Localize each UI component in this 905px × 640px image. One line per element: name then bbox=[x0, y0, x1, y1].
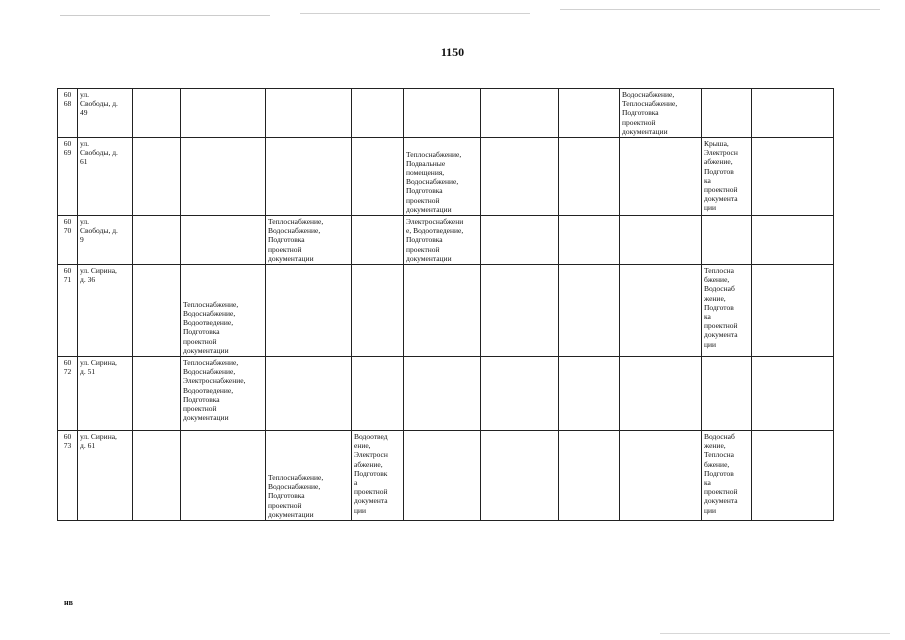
address-cell: ул. Сирина, д. 36 bbox=[78, 265, 133, 357]
work-cell bbox=[620, 431, 702, 521]
row-number: 60 71 bbox=[58, 265, 78, 357]
work-cell bbox=[181, 216, 266, 265]
row-number: 60 69 bbox=[58, 138, 78, 216]
work-cell: Водоснабжение, Теплоснабжение, Подготовка проектной документации bbox=[620, 89, 702, 138]
work-cell bbox=[133, 265, 181, 357]
work-cell bbox=[352, 357, 404, 431]
footer-mark: нв bbox=[64, 598, 73, 607]
work-cell: Теплоснабжение, Водоснабжение, Подготовка проектной документации bbox=[266, 431, 352, 521]
work-cell bbox=[133, 89, 181, 138]
work-cell bbox=[559, 138, 620, 216]
work-cell bbox=[752, 265, 834, 357]
work-cell bbox=[352, 138, 404, 216]
work-cell bbox=[404, 431, 481, 521]
work-cell bbox=[702, 357, 752, 431]
work-cell bbox=[181, 431, 266, 521]
scan-artifact-top-2 bbox=[300, 13, 530, 14]
work-cell bbox=[481, 216, 559, 265]
scan-artifact-bottom bbox=[660, 633, 890, 634]
work-cell: Водоотвед ение, Электросн абжение, Подготовк а проектной документа ции bbox=[352, 431, 404, 521]
work-cell bbox=[404, 357, 481, 431]
work-cell bbox=[404, 89, 481, 138]
work-cell bbox=[752, 138, 834, 216]
work-cell bbox=[481, 89, 559, 138]
work-cell: Теплоснабжение, Водоснабжение, Электроснабжение, Водоотведение, Подготовка проектной документации bbox=[181, 357, 266, 431]
work-cell bbox=[702, 216, 752, 265]
row-number: 60 68 bbox=[58, 89, 78, 138]
work-cell bbox=[481, 357, 559, 431]
work-cell bbox=[620, 216, 702, 265]
work-cell bbox=[181, 138, 266, 216]
row-number: 60 72 bbox=[58, 357, 78, 431]
work-cell bbox=[181, 89, 266, 138]
work-cell: Теплоснабжение, Водоснабжение, Водоотведение, Подготовка проектной документации bbox=[181, 265, 266, 357]
work-cell bbox=[133, 138, 181, 216]
work-cell: Теплосна бжение, Водоснаб жение, Подготов ка проектной документа ции bbox=[702, 265, 752, 357]
work-cell bbox=[559, 89, 620, 138]
work-cell bbox=[266, 89, 352, 138]
work-cell: Крыша, Электросн абжение, Подготов ка проектной документа ции bbox=[702, 138, 752, 216]
work-cell: Теплоснабжение, Водоснабжение, Подготовка проектной документации bbox=[266, 216, 352, 265]
work-cell bbox=[481, 431, 559, 521]
row-number: 60 70 bbox=[58, 216, 78, 265]
work-cell bbox=[620, 138, 702, 216]
work-cell bbox=[559, 431, 620, 521]
repair-schedule-table bbox=[57, 88, 834, 521]
page-number: 1150 bbox=[440, 45, 465, 59]
address-cell: ул. Сирина, д. 51 bbox=[78, 357, 133, 431]
table-row bbox=[58, 138, 834, 216]
work-cell bbox=[481, 265, 559, 357]
work-cell bbox=[752, 357, 834, 431]
table-row bbox=[58, 216, 834, 265]
work-cell bbox=[481, 138, 559, 216]
scan-artifact-top-3 bbox=[560, 9, 880, 10]
work-cell: Теплоснабжение, Подвальные помещения, Водоснабжение, Подготовка проектной документации bbox=[404, 138, 481, 216]
work-cell bbox=[702, 89, 752, 138]
work-cell bbox=[620, 265, 702, 357]
work-cell bbox=[352, 216, 404, 265]
work-cell bbox=[752, 216, 834, 265]
row-number: 60 73 bbox=[58, 431, 78, 521]
table-row bbox=[58, 265, 834, 357]
table-row bbox=[58, 89, 834, 138]
table-row bbox=[58, 431, 834, 521]
work-cell bbox=[133, 357, 181, 431]
work-cell bbox=[352, 265, 404, 357]
scan-artifact-top-1 bbox=[60, 15, 270, 16]
work-cell bbox=[266, 357, 352, 431]
address-cell: ул. Сирина, д. 61 bbox=[78, 431, 133, 521]
work-cell bbox=[133, 431, 181, 521]
work-cell bbox=[352, 89, 404, 138]
work-cell bbox=[752, 431, 834, 521]
work-cell bbox=[266, 265, 352, 357]
work-cell bbox=[620, 357, 702, 431]
work-cell bbox=[133, 216, 181, 265]
work-cell bbox=[559, 357, 620, 431]
work-cell bbox=[404, 265, 481, 357]
work-cell bbox=[559, 216, 620, 265]
address-cell: ул. Свободы, д. 49 bbox=[78, 89, 133, 138]
address-cell: ул. Свободы, д. 9 bbox=[78, 216, 133, 265]
work-cell: Электроснабжени е, Водоотведение, Подготовка проектной документации bbox=[404, 216, 481, 265]
work-cell bbox=[559, 265, 620, 357]
work-cell: Водоснаб жение, Теплосна бжение, Подготов ка проектной документа ции bbox=[702, 431, 752, 521]
work-cell bbox=[266, 138, 352, 216]
address-cell: ул. Свободы, д. 61 bbox=[78, 138, 133, 216]
work-cell bbox=[752, 89, 834, 138]
table-row bbox=[58, 357, 834, 431]
